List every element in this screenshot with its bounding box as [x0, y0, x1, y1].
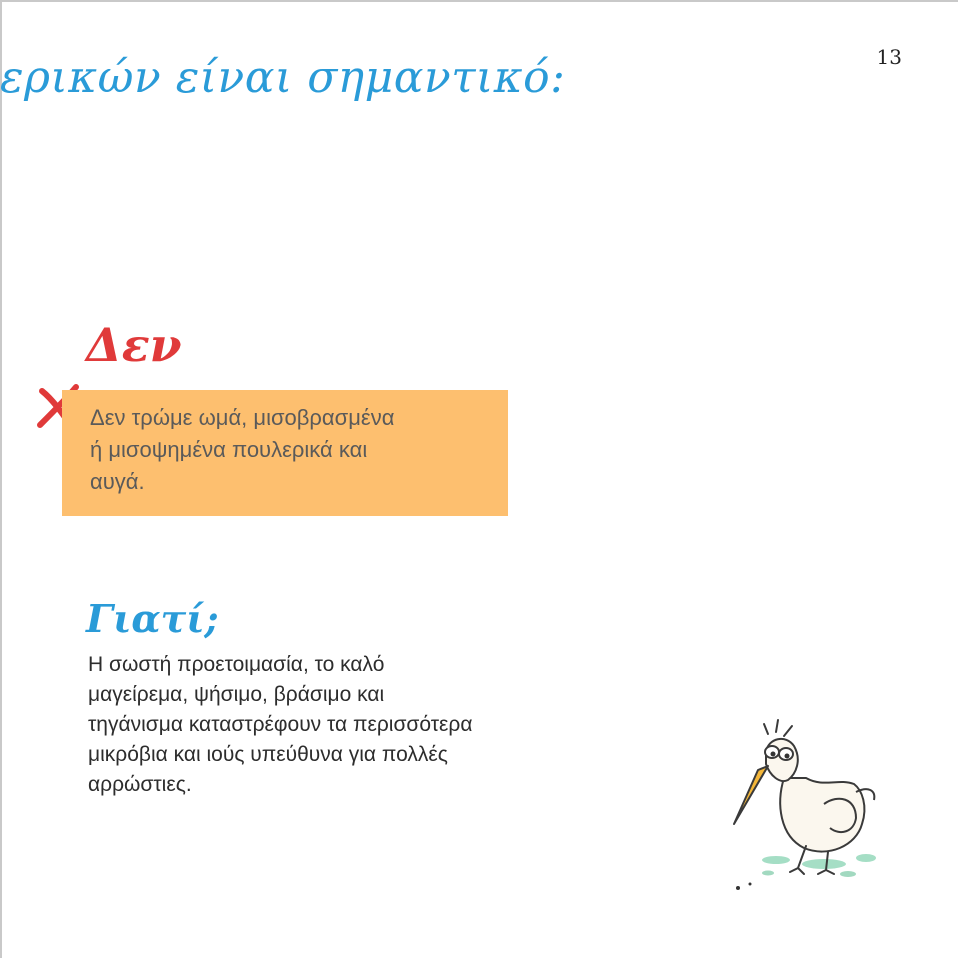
warning-line: Δεν τρώμε ωμά, μισοβρασμένα [90, 405, 395, 430]
den-heading: Δεν [86, 318, 182, 372]
bird-illustration [706, 708, 906, 918]
why-line: μαγείρεμα, ψήσιμο, βράσιμο και [88, 683, 385, 706]
why-heading: Γιατί; [86, 596, 219, 641]
warning-line: αυγά. [90, 469, 145, 494]
why-line: αρρώστιες. [88, 773, 192, 796]
warning-text [90, 402, 490, 498]
why-text [88, 650, 528, 800]
why-line: τηγάνισμα καταστρέφουν τα περισσότερα [88, 713, 473, 736]
why-line: μικρόβια και ιούς υπεύθυνα για πολλές [88, 743, 448, 766]
warning-line: ή μισοψημένα πουλερικά και [90, 437, 368, 462]
why-line: Η σωστή προετοιμασία, το καλό [88, 653, 385, 676]
page-number: 13 [876, 45, 902, 69]
page-title: ερικών είναι σημαντικό: [0, 52, 566, 103]
